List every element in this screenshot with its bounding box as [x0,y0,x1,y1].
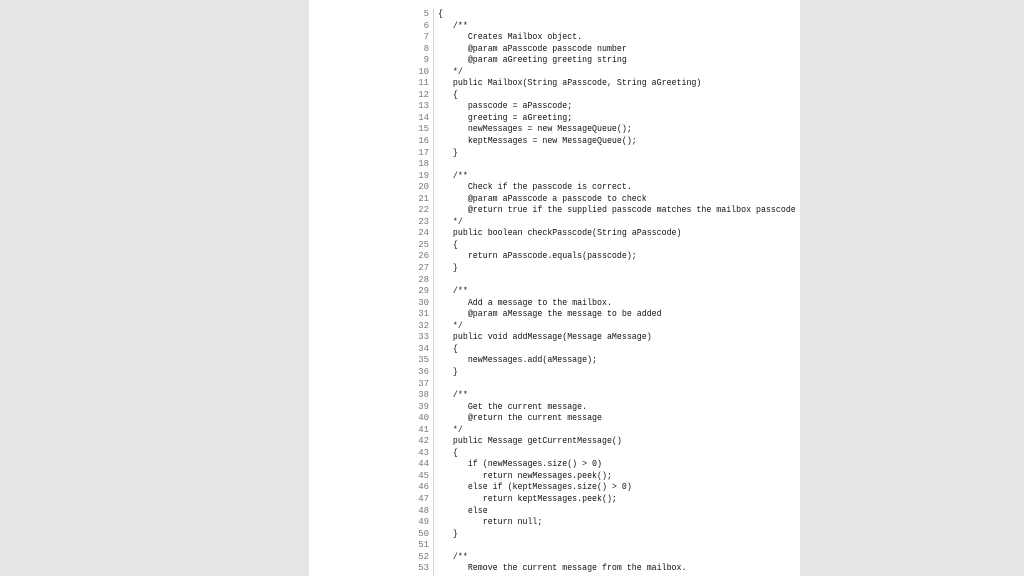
line-number: 23 [418,216,429,227]
code-line [400,159,780,171]
code-text: */ [438,216,463,227]
code-text: if (newMessages.size() > 0) [438,459,602,470]
code-text: /** [438,390,468,401]
code-line [400,355,780,367]
code-line [400,67,780,79]
code-text: } [438,366,458,377]
code-text: /** [438,286,468,297]
code-text: /** [438,20,468,31]
line-number: 48 [418,505,429,516]
code-text: Creates Mailbox object. [438,32,583,43]
code-text: return aPasscode.equals(passcode); [438,251,637,262]
code-line [400,194,780,206]
line-number: 25 [418,239,429,250]
line-number: 8 [423,43,429,54]
line-number: 39 [418,401,429,412]
code-text: public Mailbox(String aPasscode, String aGreeting) [438,78,702,89]
code-text: { [438,89,458,100]
code-text: @param aPasscode passcode number [438,43,627,54]
code-text: return null; [438,517,543,528]
code-line [400,90,780,102]
line-number: 28 [418,274,429,285]
code-line [400,101,780,113]
code-text: return newMessages.peek(); [438,470,612,481]
line-number: 15 [418,124,429,135]
code-text: else if (keptMessages.size() > 0) [438,482,632,493]
code-text: { [438,9,443,19]
code-text: keptMessages = new MessageQueue(); [438,136,637,147]
code-line [400,471,780,483]
code-line [400,321,780,333]
code-text: public void addMessage(Message aMessage) [438,332,652,343]
line-number: 38 [418,390,429,401]
code-text: @return true if the supplied passcode matches the mailbox passcode [438,205,796,216]
code-text: /** [438,170,468,181]
code-line [400,332,780,344]
code-text: { [438,343,458,354]
code-line [400,482,780,494]
code-line [400,494,780,506]
code-line [400,367,780,379]
code-line [400,425,780,437]
line-number: 42 [418,436,429,447]
line-number: 20 [418,182,429,193]
line-number: 29 [418,286,429,297]
code-line [400,275,780,287]
code-line [400,148,780,160]
code-line [400,240,780,252]
code-line [400,298,780,310]
line-number: 31 [418,309,429,320]
code-text: */ [438,66,463,77]
code-text: @param aGreeting greeting string [438,55,627,66]
line-number: 36 [418,366,429,377]
code-text: newMessages = new MessageQueue(); [438,124,632,135]
code-line [400,205,796,217]
code-line [400,9,780,21]
line-number: 49 [418,517,429,528]
code-line [400,390,780,402]
line-number: 51 [418,540,429,551]
code-line [400,413,780,425]
code-text: Get the current message. [438,401,588,412]
code-line [400,402,780,414]
code-line [400,552,780,564]
line-number: 53 [418,563,429,574]
code-text: /** [438,551,468,562]
code-text: Remove the current message from the mailbox. [438,563,687,574]
code-text: } [438,147,458,158]
line-number: 12 [418,89,429,100]
code-text: */ [438,320,463,331]
code-line [400,379,780,391]
code-line [400,251,780,263]
line-number: 41 [418,424,429,435]
code-text: passcode = aPasscode; [438,101,573,112]
line-number: 14 [418,112,429,123]
line-number: 11 [418,78,429,89]
code-line [400,171,780,183]
line-number: 7 [423,32,429,43]
line-number: 34 [418,343,429,354]
code-text: } [438,263,458,274]
code-text: { [438,447,458,458]
code-text: { [438,239,458,250]
line-number: 50 [418,528,429,539]
line-number: 10 [418,66,429,77]
code-line [400,78,780,90]
code-text: greeting = aGreeting; [438,112,573,123]
code-text: @param aMessage the message to be added [438,309,662,320]
code-line [400,124,780,136]
line-number: 35 [418,355,429,366]
code-line [400,44,780,56]
line-number: 44 [418,459,429,470]
line-number: 9 [423,55,429,66]
code-text: } [438,528,458,539]
line-number: 13 [418,101,429,112]
code-text: @return the current message [438,413,602,424]
code-line [400,182,780,194]
code-line [400,448,780,460]
code-line [400,309,780,321]
code-line [400,529,780,541]
line-number: 27 [418,263,429,274]
line-number: 16 [418,136,429,147]
code-line [400,263,780,275]
code-line [400,459,780,471]
code-text: return keptMessages.peek(); [438,493,617,504]
code-text: Check if the passcode is correct. [438,182,632,193]
code-text: public Message getCurrentMessage() [438,436,622,447]
line-number: 26 [418,251,429,262]
code-line [400,286,780,298]
code-line [400,228,780,240]
line-number: 24 [418,228,429,239]
code-line [400,436,780,448]
line-number: 22 [418,205,429,216]
line-number: 30 [418,297,429,308]
code-text: else [438,505,488,516]
line-number: 47 [418,493,429,504]
line-number: 52 [418,551,429,562]
code-text: @param aPasscode a passcode to check [438,193,647,204]
code-text: */ [438,424,463,435]
line-number: 40 [418,413,429,424]
line-number: 5 [423,9,429,19]
code-line [400,540,780,552]
line-number: 19 [418,170,429,181]
line-number: 18 [418,159,429,170]
code-line [400,113,780,125]
line-number: 17 [418,147,429,158]
line-number: 43 [418,447,429,458]
code-listing [400,9,796,575]
code-line [400,21,780,33]
code-text: newMessages.add(aMessage); [438,355,598,366]
code-text: Add a message to the mailbox. [438,297,612,308]
code-line [400,517,780,529]
line-number: 46 [418,482,429,493]
line-number: 37 [418,378,429,389]
line-number: 6 [423,20,429,31]
code-text: public boolean checkPasscode(String aPasscode) [438,228,682,239]
line-number: 33 [418,332,429,343]
line-number: 21 [418,193,429,204]
code-line [400,217,780,229]
line-number: 32 [418,320,429,331]
code-line [400,506,780,518]
code-line [400,55,780,67]
code-line [400,136,780,148]
code-line [400,32,780,44]
code-line [400,344,780,356]
line-number: 45 [418,470,429,481]
code-line [400,563,780,575]
